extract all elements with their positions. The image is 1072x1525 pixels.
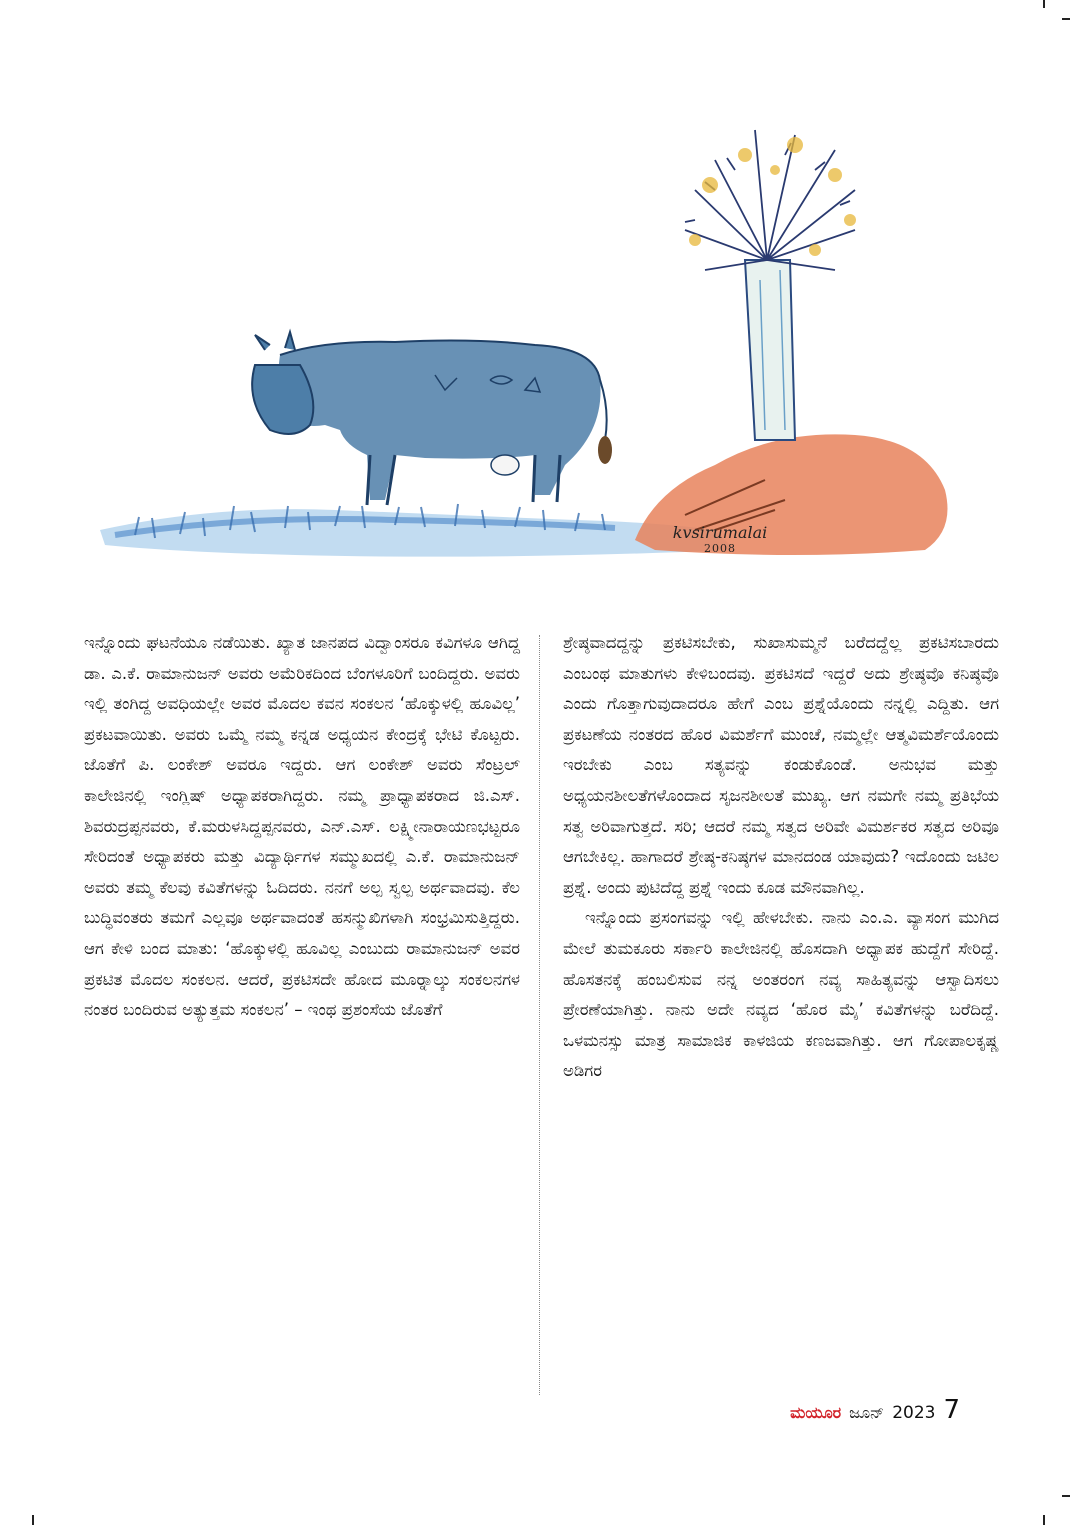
cow-and-tree-illustration bbox=[95, 110, 975, 590]
article-column-left bbox=[84, 628, 520, 1026]
magazine-name: ಮಯೂರ bbox=[790, 1403, 842, 1422]
signature-year: 2008 bbox=[704, 542, 736, 555]
crop-mark bbox=[1043, 0, 1045, 8]
issue-year: 2023 bbox=[892, 1403, 936, 1423]
paragraph: ಇನ್ನೊಂದು ಘಟನೆಯೂ ನಡೆಯಿತು. ಖ್ಯಾತ ಜಾನಪದ ವಿದ್ವಾಂಸರೂ ಕವಿಗಳೂ ಆಗಿದ್ದ ಡಾ. ಎ.ಕೆ. ರಾಮಾನುಜನ್ ಅವರು ಅಮೆರಿಕದಿಂದ ಬೆಂಗಳೂರಿಗೆ ಬಂದಿದ್ದರು. ಅವರು ಇಲ್ಲಿ ತಂಗಿದ್ದ ಅವಧಿಯಲ್ಲೇ ಅವರ ಮೊದಲ ಕವನ ಸಂಕಲನ ‘ಹೊಕ್ಕುಳಲ್ಲಿ ಹೂವಿಲ್ಲ’ ಪ್ರಕಟವಾಯಿತು. ಅವರು ಒಮ್ಮೆ ನಮ್ಮ ಕನ್ನಡ ಅಧ್ಯಯನ ಕೇಂದ್ರಕ್ಕೆ ಭೇಟಿ ಕೊಟ್ಟರು. ಜೊತೆಗೆ ಪಿ. ಲಂಕೇಶ್ ಅವರೂ ಇದ್ದರು. ಆಗ ಲಂಕೇಶ್ ಅವರು ಸೆಂಟ್ರಲ್ ಕಾಲೇಜಿನಲ್ಲಿ ಇಂಗ್ಲಿಷ್ ಅಧ್ಯಾಪಕರಾಗಿದ್ದರು. ನಮ್ಮ ಪ್ರಾಧ್ಯಾಪಕರಾದ ಜಿ.ಎಸ್. ಶಿವರುದ್ರಪ್ಪನವರು, ಕೆ.ಮರುಳಸಿದ್ದಪ್ಪನವರು, ಎನ್.ಎಸ್. ಲಕ್ಷ್ಮೀನಾರಾಯಣಭಟ್ಟರೂ ಸೇರಿದಂತೆ ಅಧ್ಯಾಪಕರು ಮತ್ತು ವಿದ್ಯಾರ್ಥಿಗಳ ಸಮ್ಮುಖದಲ್ಲಿ ಎ.ಕೆ. ರಾಮಾನುಜನ್ ಅವರು ತಮ್ಮ ಕೆಲವು ಕವಿತೆಗಳನ್ನು ಓದಿದರು. ನನಗೆ ಅಲ್ಪ ಸ್ವಲ್ಪ ಅರ್ಥವಾದವು. ಕೆಲ ಬುದ್ಧಿವಂತರು ತಮಗೆ ಎಲ್ಲವೂ ಅರ್ಥವಾದಂತೆ ಹಸನ್ಮುಖಿಗಳಾಗಿ ಸಂಭ್ರಮಿಸುತ್ತಿದ್ದರು. ಆಗ ಕೇಳಿ ಬಂದ ಮಾತು: ‘ಹೊಕ್ಕುಳಲ್ಲಿ ಹೂವಿಲ್ಲ ಎಂಬುದು ರಾಮಾನುಜನ್ ಅವರ ಪ್ರಕಟಿತ ಮೊದಲ ಸಂಕಲನ. ಆದರೆ, ಪ್ರಕಟಿಸದೇ ಹೋದ ಮೂರ್‍ನಾಲ್ಕು ಸಂಕಲನಗಳ ನಂತರ ಬಂದಿರುವ ಅತ್ಯುತ್ತಮ ಸಂಕಲನ’ – ಇಂಥ ಪ್ರಶಂಸೆಯ ಜೊತೆಗೆ bbox=[84, 633, 520, 1020]
page-number: 7 bbox=[943, 1395, 960, 1425]
crop-mark bbox=[32, 1515, 34, 1525]
paragraph: ಶ್ರೇಷ್ಠವಾದದ್ದನ್ನು ಪ್ರಕಟಿಸಬೇಕು, ಸುಖಾಸುಮ್ಮನೆ ಬರೆದದ್ದೆಲ್ಲ ಪ್ರಕಟಿಸಬಾರದು ಎಂಬಂಥ ಮಾತುಗಳು ಕೇಳಿಬಂದವು. ಪ್ರಕಟಿಸದೆ ಇದ್ದರೆ ಅದು ಶ್ರೇಷ್ಠವೊ ಕನಿಷ್ಠವೊ ಎಂದು ಗೊತ್ತಾಗುವುದಾದರೂ ಹೇಗೆ ಎಂಬ ಪ್ರಶ್ನೆಯೊಂದು ನನ್ನಲ್ಲಿ ಎದ್ದಿತು. ಆಗ ಪ್ರಕಟಣೆಯ ನಂತರದ ಹೊರ ವಿಮರ್ಶೆಗೆ ಮುಂಚೆ, ನಮ್ಮಲ್ಲೇ ಆತ್ಮವಿಮರ್ಶೆಯೊಂದು ಇರಬೇಕು ಎಂಬ ಸತ್ಯವನ್ನು ಕಂಡುಕೊಂಡೆ. ಅನುಭವ ಮತ್ತು ಅಧ್ಯಯನಶೀಲತೆಗಳೊಂದಾದ ಸೃಜನಶೀಲತೆ ಮುಖ್ಯ. ಆಗ ನಮಗೇ ನಮ್ಮ ಪ್ರತಿಭೆಯ ಸತ್ವ ಅರಿವಾಗುತ್ತದೆ. ಸರಿ; ಆದರೆ ನಮ್ಮ ಸತ್ವದ ಅರಿವೇ ವಿಮರ್ಶಕರ ಸತ್ವದ ಅರಿವೂ ಆಗಬೇಕಿಲ್ಲ. ಹಾಗಾದರೆ ಶ್ರೇಷ್ಠ-ಕನಿಷ್ಠಗಳ ಮಾನದಂಡ ಯಾವುದು? ಇದೊಂದು ಜಟಿಲ ಪ್ರಶ್ನೆ. ಅಂದು ಪುಟಿದೆದ್ದ ಪ್ರಶ್ನೆ ಇಂದು ಕೂಡ ಮೌನವಾಗಿಲ್ಲ. bbox=[563, 633, 999, 897]
crop-mark bbox=[1043, 1515, 1045, 1525]
illustration-signature bbox=[650, 525, 790, 557]
signature-name: kvsirumalai bbox=[672, 523, 768, 542]
column-divider bbox=[539, 635, 540, 1395]
issue-month: ಜೂನ್ bbox=[849, 1403, 885, 1422]
page-footer bbox=[790, 1395, 960, 1431]
crop-mark bbox=[1062, 1495, 1070, 1497]
paragraph: ಇನ್ನೊಂದು ಪ್ರಸಂಗವನ್ನು ಇಲ್ಲಿ ಹೇಳಬೇಕು. ನಾನು ಎಂ.ಎ. ವ್ಯಾಸಂಗ ಮುಗಿದ ಮೇಲೆ ತುಮಕೂರು ಸರ್ಕಾರಿ ಕಾಲೇಜಿನಲ್ಲಿ ಹೊಸದಾಗಿ ಅಧ್ಯಾಪಕ ಹುದ್ದೆಗೆ ಸೇರಿದ್ದೆ. ಹೊಸತನಕ್ಕೆ ಹಂಬಲಿಸುವ ನನ್ನ ಅಂತರಂಗ ನವ್ಯ ಸಾಹಿತ್ಯವನ್ನು ಆಸ್ವಾದಿಸಲು ಪ್ರೇರಣೆಯಾಗಿತ್ತು. ನಾನು ಅದೇ ನವ್ಯದ ‘ಹೊರ ಮೈ’ ಕವಿತೆಗಳನ್ನು ಬರೆದಿದ್ದೆ. ಒಳಮನಸ್ಸು ಮಾತ್ರ ಸಾಮಾಜಿಕ ಕಾಳಜಿಯ ಕಣಜವಾಗಿತ್ತು. ಆಗ ಗೋಪಾಲಕೃಷ್ಣ ಅಡಿಗರ bbox=[563, 908, 999, 1081]
article-column-right bbox=[563, 628, 999, 1087]
crop-mark bbox=[1062, 18, 1070, 20]
